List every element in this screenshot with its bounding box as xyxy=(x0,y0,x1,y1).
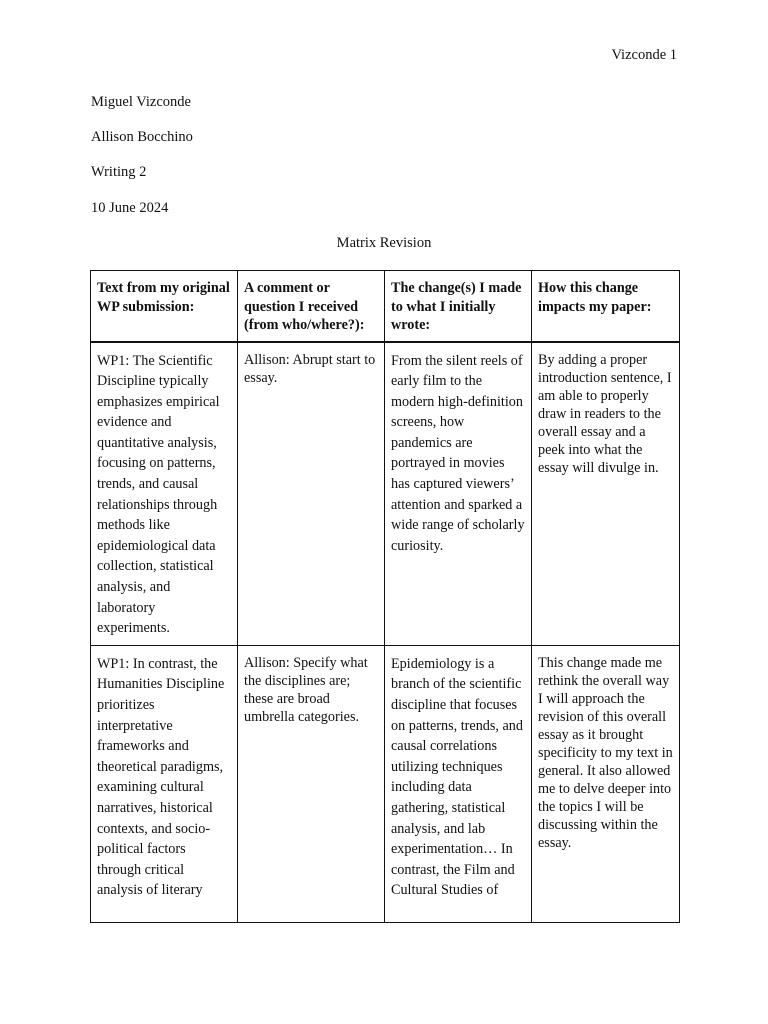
column-header-impact: How this change impacts my paper: xyxy=(532,271,680,342)
cell-comment: Allison: Specify what the disciplines are; these are broad umbrella categories. xyxy=(238,645,385,922)
instructor-name: Allison Bocchino xyxy=(91,129,193,145)
cell-change: From the silent reels of early film to the modern high-definition screens, how pandemics are portrayed in movies has captured viewers’ attention and sparked a wide range of scholarly curiosity. xyxy=(385,342,532,646)
document-title: Matrix Revision xyxy=(336,235,432,251)
cell-comment: Allison: Abrupt start to essay. xyxy=(238,342,385,646)
column-header-change: The change(s) I made to what I initially wrote: xyxy=(385,271,532,342)
cell-change: Epidemiology is a branch of the scientific discipline that focuses on patterns, trends, and causal correlations utilizing techniques including data gathering, statistical analysis, and lab experimentation… In contrast, the Film and Cultural Studies of xyxy=(385,645,532,922)
table-row xyxy=(91,645,680,922)
cell-impact: By adding a proper introduction sentence, I am able to properly draw in readers to the overall essay and a peek into what the essay will divulge in. xyxy=(532,342,680,646)
document-date: 10 June 2024 xyxy=(91,200,169,216)
table-header-row xyxy=(91,271,680,342)
cell-original-text: WP1: In contrast, the Humanities Discipline prioritizes interpretative frameworks and theoretical paradigms, examining cultural narratives, historical contexts, and socio-political factors through critical analysis of literary xyxy=(91,645,238,922)
column-header-original-text: Text from my original WP submission: xyxy=(91,271,238,342)
table-row xyxy=(91,342,680,646)
cell-impact: This change made me rethink the overall way I will approach the revision of this overall essay as it brought specificity to my text in general. It also allowed me to delve deeper into the topics I will be discussing within the essay. xyxy=(532,645,680,922)
student-name: Miguel Vizconde xyxy=(91,94,191,110)
revision-matrix-table xyxy=(90,270,680,923)
cell-original-text: WP1: The Scientific Discipline typically emphasizes empirical evidence and quantitative analysis, focusing on patterns, trends, and causal relationships through methods like epidemiological data collection, statistical analysis, and laboratory experiments. xyxy=(91,342,238,646)
column-header-comment: A comment or question I received (from who/where?): xyxy=(238,271,385,342)
page-number: Vizconde 1 xyxy=(611,47,677,63)
course-name: Writing 2 xyxy=(91,164,147,180)
